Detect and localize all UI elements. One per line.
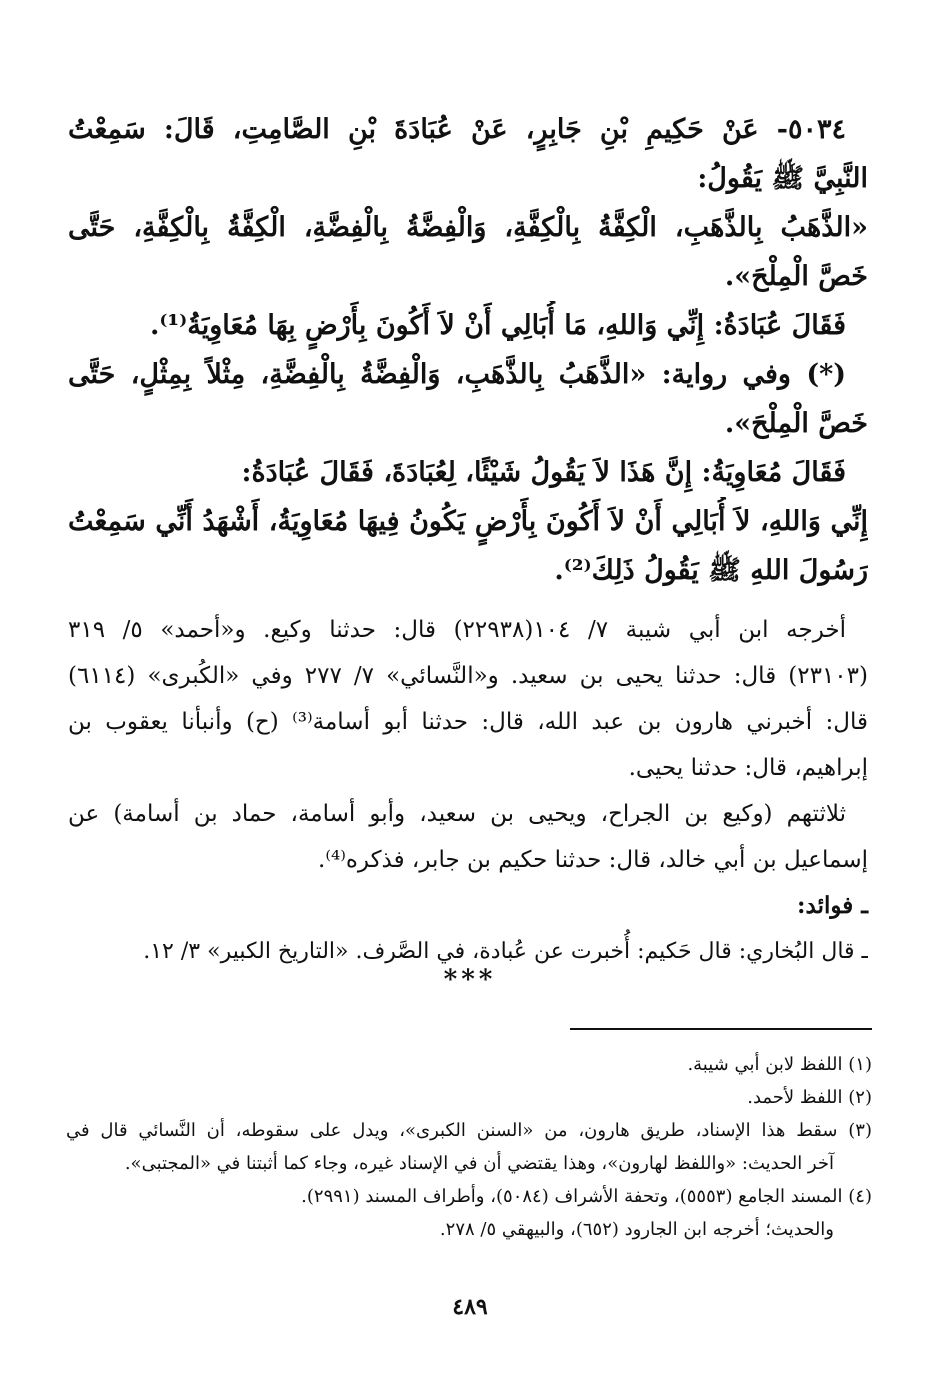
footnotes: [66, 1048, 872, 1246]
main-text: [68, 105, 868, 975]
takhrij-line: قال: أخبرني هارون بن عبد الله، قال: حدثنا أبو أسامة⁽³⁾ (ح) وأنبأنا يعقوب بن: [68, 709, 868, 735]
hadith-line: فَقَالَ عُبَادَةُ: إِنِّي وَاللهِ، مَا أُبَالِي أَنْ لاَ أَكُونَ بِأَرْضٍ بِهَا مُعَاوِيَةُ⁽¹⁾.: [149, 310, 846, 341]
hadith-line: رَسُولَ اللهِ ﷺ يَقُولُ ذَلِكَ⁽²⁾.: [554, 555, 868, 586]
fawaid-item: ـ قال البُخاري: قال حَكيم: أُخبرت عن عُبادة، في الصَّرف. «التاريخ الكبير» ٣/ ١٢.: [143, 939, 868, 964]
hadith-line: النَّبِيَّ ﷺ يَقُولُ:: [697, 163, 868, 194]
footnote-line: (٣) سقط هذا الإسناد، طريق هارون، من «السنن الكبرى»، ويدل على سقوطه، أن النَّسائي قال في: [66, 1120, 872, 1141]
footnote-line: والحديث؛ أخرجه ابن الجارود (٦٥٢)، والبيهقي ٥/ ٢٧٨.: [439, 1219, 834, 1240]
hadith-line: ٥٠٣٤- عَنْ حَكِيمِ بْنِ جَابِرٍ، عَنْ عُبَادَةَ بْنِ الصَّامِتِ، قَالَ: سَمِعْتُ: [68, 114, 846, 145]
hadith-line: «الذَّهَبُ بِالذَّهَبِ، الْكِفَّةُ بِالْكِفَّةِ، وَالْفِضَّةُ بِالْفِضَّةِ، الْكِفَّةُ بِالْكِفَّةِ، حَتَّى: [68, 212, 868, 243]
takhrij-line: إبراهيم، قال: حدثنا يحيى.: [628, 755, 868, 781]
footnote-line: آخر الحديث: «واللفظ لهارون»، وهذا يقتضي أن في الإسناد غيره، وجاء كما أثبتنا في «المجتبى».: [124, 1153, 834, 1174]
hadith-line: (*) وفي رواية: «الذَّهَبُ بِالذَّهَبِ، وَالْفِضَّةُ بِالْفِضَّةِ، مِثْلاً بِمِثْلٍ، حَتَّى: [68, 359, 846, 390]
footnote-divider: [570, 1028, 872, 1030]
hadith-line: خَصَّ الْمِلْحَ».: [724, 408, 868, 439]
hadith-line: فَقَالَ مُعَاوِيَةُ: إِنَّ هَذَا لاَ يَقُولُ شَيْئًا، لِعُبَادَةَ، فَقَالَ عُبَادَةُ:: [241, 457, 846, 488]
takhrij-line: إسماعيل بن أبي خالد، قال: حدثنا حكيم بن جابر، فذكره⁽⁴⁾.: [318, 847, 868, 873]
hadith-line: إِنِّي وَاللهِ، لاَ أُبَالِي أَنْ لاَ أَكُونَ بِأَرْضٍ يَكُونُ فِيهَا مُعَاوِيَةُ، أَشْهَدُ أَنِّي سَمِعْتُ: [68, 506, 868, 537]
takhrij-line: ثلاثتهم (وكيع بن الجراح، ويحيى بن سعيد، وأبو أسامة، حماد بن أسامة) عن: [68, 801, 846, 827]
takhrij-line: (٢٣١٠٣) قال: حدثنا يحيى بن سعيد. و«النَّسائي» ٧/ ٢٧٧ وفي «الكُبرى» (٦١١٤): [68, 663, 868, 689]
page-number: ٤٨٩: [452, 1294, 488, 1320]
hadith-line: خَصَّ الْمِلْحَ».: [724, 261, 868, 292]
takhrij-line: أخرجه ابن أبي شيبة ٧/ ١٠٤(٢٢٩٣٨) قال: حدثنا وكيع. و«أحمد» ٥/ ٣١٩: [68, 617, 847, 643]
footnote-line: (١) اللفظ لابن أبي شيبة.: [687, 1054, 872, 1075]
fawaid-heading: ـ فوائد:: [797, 892, 868, 919]
footnote-line: (٢) اللفظ لأحمد.: [747, 1087, 872, 1108]
footnote-line: (٤) المسند الجامع (٥٥٥٣)، وتحفة الأشراف (٥٠٨٤)، وأطراف المسند (٢٩٩١).: [301, 1186, 872, 1207]
section-separator: ***: [443, 965, 497, 995]
